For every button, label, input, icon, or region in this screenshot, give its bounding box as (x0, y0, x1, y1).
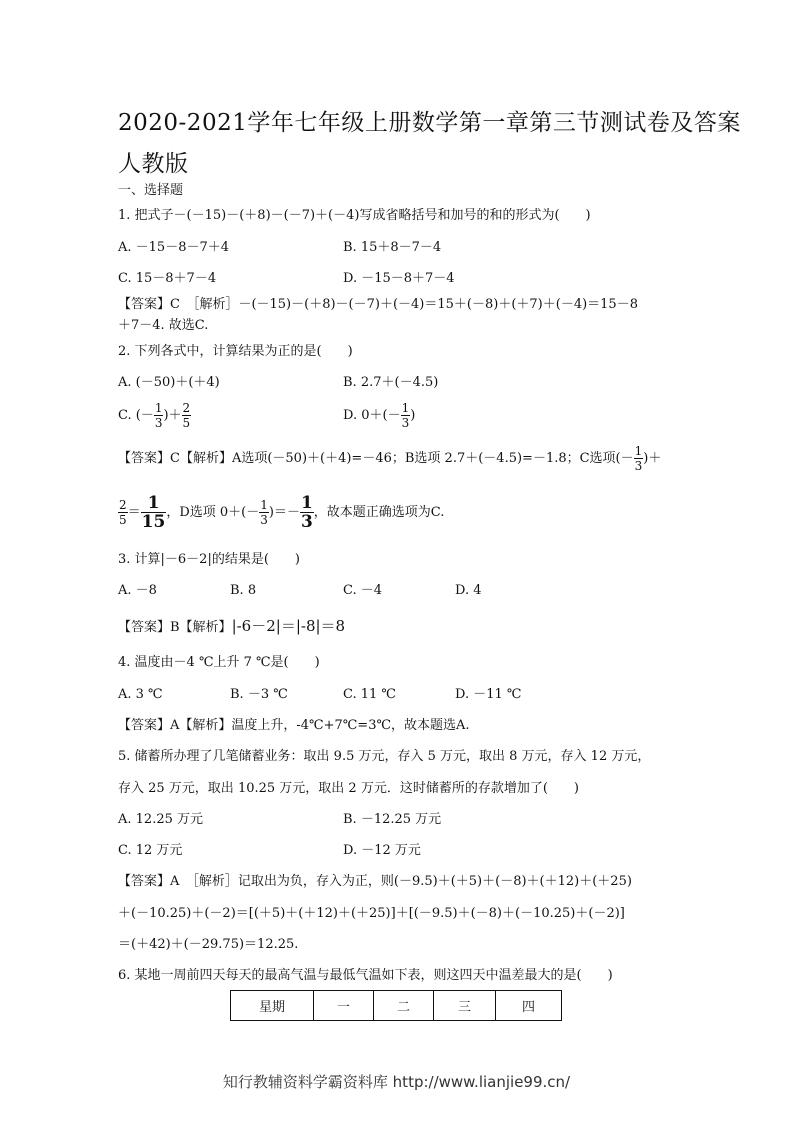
q3-stem: 3. 计算|－6－2|的结果是( ) (118, 552, 300, 567)
q5-stem-cont: 存入 25 万元，取出 10.25 万元，取出 2 万元．这时储蓄所的存款增加了( ) (118, 781, 579, 796)
fraction: $\frac{1}{3}$ (300, 493, 313, 532)
footer-watermark: 知行教辅资料学霸资料库 http://www.lianjie99.cn/ (222, 1073, 571, 1091)
q4-option-d: D. －11 ℃ (455, 687, 522, 702)
q1-stem: 1. 把式子－(－15)－(＋8)－(－7)＋(－4)写成省略括号和加号的和的形式为( ) (118, 208, 591, 223)
q3-option-c: C. －4 (343, 583, 383, 598)
page-subtitle: 人教版 (118, 151, 189, 177)
q4-answer: 【答案】A【解析】温度上升，-4℃+7℃=3℃，故本题选A. (118, 718, 470, 733)
fraction: $\frac{1}{15}$ (141, 493, 166, 532)
q2-option-a: A. (－50)＋(＋4) (118, 375, 220, 390)
q4-option-a: A. 3 ℃ (118, 687, 163, 702)
q5-option-c: C. 12 万元 (118, 843, 183, 858)
q5-answer: 【答案】A ［解析］记取出为负，存入为正，则(－9.5)＋(＋5)＋(－8)＋(＋12)＋(＋25) (118, 874, 632, 889)
q2-option-c: C. (－ $\frac{1}{3}$ )＋ $\frac{2}{5}$ (118, 401, 191, 430)
section-heading: 一、选择题 (118, 183, 184, 198)
q4-stem: 4. 温度由－4 ℃上升 7 ℃是( ) (118, 655, 320, 670)
q2-answer: 【答案】C【解析】A选项(－50)＋(＋4)=－46；B选项 2.7＋(－4.5)=－1.8；C选项(－ $\frac{1}{3}$ )＋ (118, 444, 662, 473)
fraction: $\frac{1}{3}$ (634, 444, 643, 473)
fraction: $\frac{2}{5}$ (182, 401, 191, 430)
q3-option-a: A. －8 (118, 583, 157, 598)
temperature-table (230, 990, 562, 1021)
table-cell: 星期 (231, 991, 314, 1021)
fraction: $\frac{1}{3}$ (401, 401, 410, 430)
fraction: $\frac{2}{5}$ (119, 498, 127, 527)
table-cell: 二 (374, 991, 434, 1021)
q2-option-d: D. 0＋(－ $\frac{1}{3}$ ) (343, 401, 416, 430)
q5-option-d: D. －12 万元 (343, 843, 421, 858)
q3-option-b: B. 8 (230, 583, 257, 598)
q5-stem: 5. 储蓄所办理了几笔储蓄业务：取出 9.5 万元，存入 5 万元，取出 8 万元，存入 12 万元， (118, 749, 651, 764)
table-cell: 一 (314, 991, 374, 1021)
q1-option-d: D. －15－8＋7－4 (343, 271, 455, 286)
fraction: $\frac{1}{3}$ (154, 401, 163, 430)
q1-option-b: B. 15＋8－7－4 (343, 240, 442, 255)
q1-answer-cont: ＋7－4. 故选C. (118, 318, 209, 333)
table-cell: 三 (434, 991, 496, 1021)
q2-answer-cont: $\frac{2}{5}$ ＝ $\frac{1}{15}$ ，D选项 0＋(－ $\frac{1}{3}$ )＝－ $\frac{1}{3}$ ，故本题正确选项为C. (119, 493, 445, 532)
fraction: $\frac{1}{3}$ (260, 498, 268, 527)
q2-option-b: B. 2.7＋(－4.5) (343, 375, 439, 390)
q1-option-c: C. 15－8＋7－4 (118, 271, 217, 286)
q4-option-b: B. －3 ℃ (230, 687, 288, 702)
q5-option-b: B. －12.25 万元 (343, 812, 442, 827)
q5-option-a: A. 12.25 万元 (118, 812, 204, 827)
q3-answer: 【答案】B【解析】|-6－2|＝|-8|＝8 (118, 617, 346, 635)
q3-option-d: D. 4 (455, 583, 482, 598)
table-cell: 四 (496, 991, 562, 1021)
q6-stem: 6. 某地一周前四天每天的最高气温与最低气温如下表，则这四天中温差最大的是( ) (118, 968, 613, 983)
q4-option-c: C. 11 ℃ (343, 687, 396, 702)
q2-stem: 2. 下列各式中，计算结果为正的是( ) (118, 344, 353, 359)
table-row (231, 991, 562, 1021)
q1-option-a: A. －15－8－7＋4 (118, 240, 230, 255)
q5-answer-cont: ＋(－10.25)＋(－2)＝[(＋5)＋(＋12)＋(＋25)]＋[(－9.5)＋(－8)＋(－10.25)＋(－2)] (118, 906, 625, 921)
q5-answer-cont: ＝(＋42)＋(－29.75)＝12.25. (118, 937, 299, 952)
q1-answer: 【答案】C ［解析］－(－15)－(＋8)－(－7)＋(－4)＝15＋(－8)＋(＋7)＋(－4)＝15－8 (118, 297, 638, 312)
page-title: 2020-2021学年七年级上册数学第一章第三节测试卷及答案 (118, 110, 741, 136)
